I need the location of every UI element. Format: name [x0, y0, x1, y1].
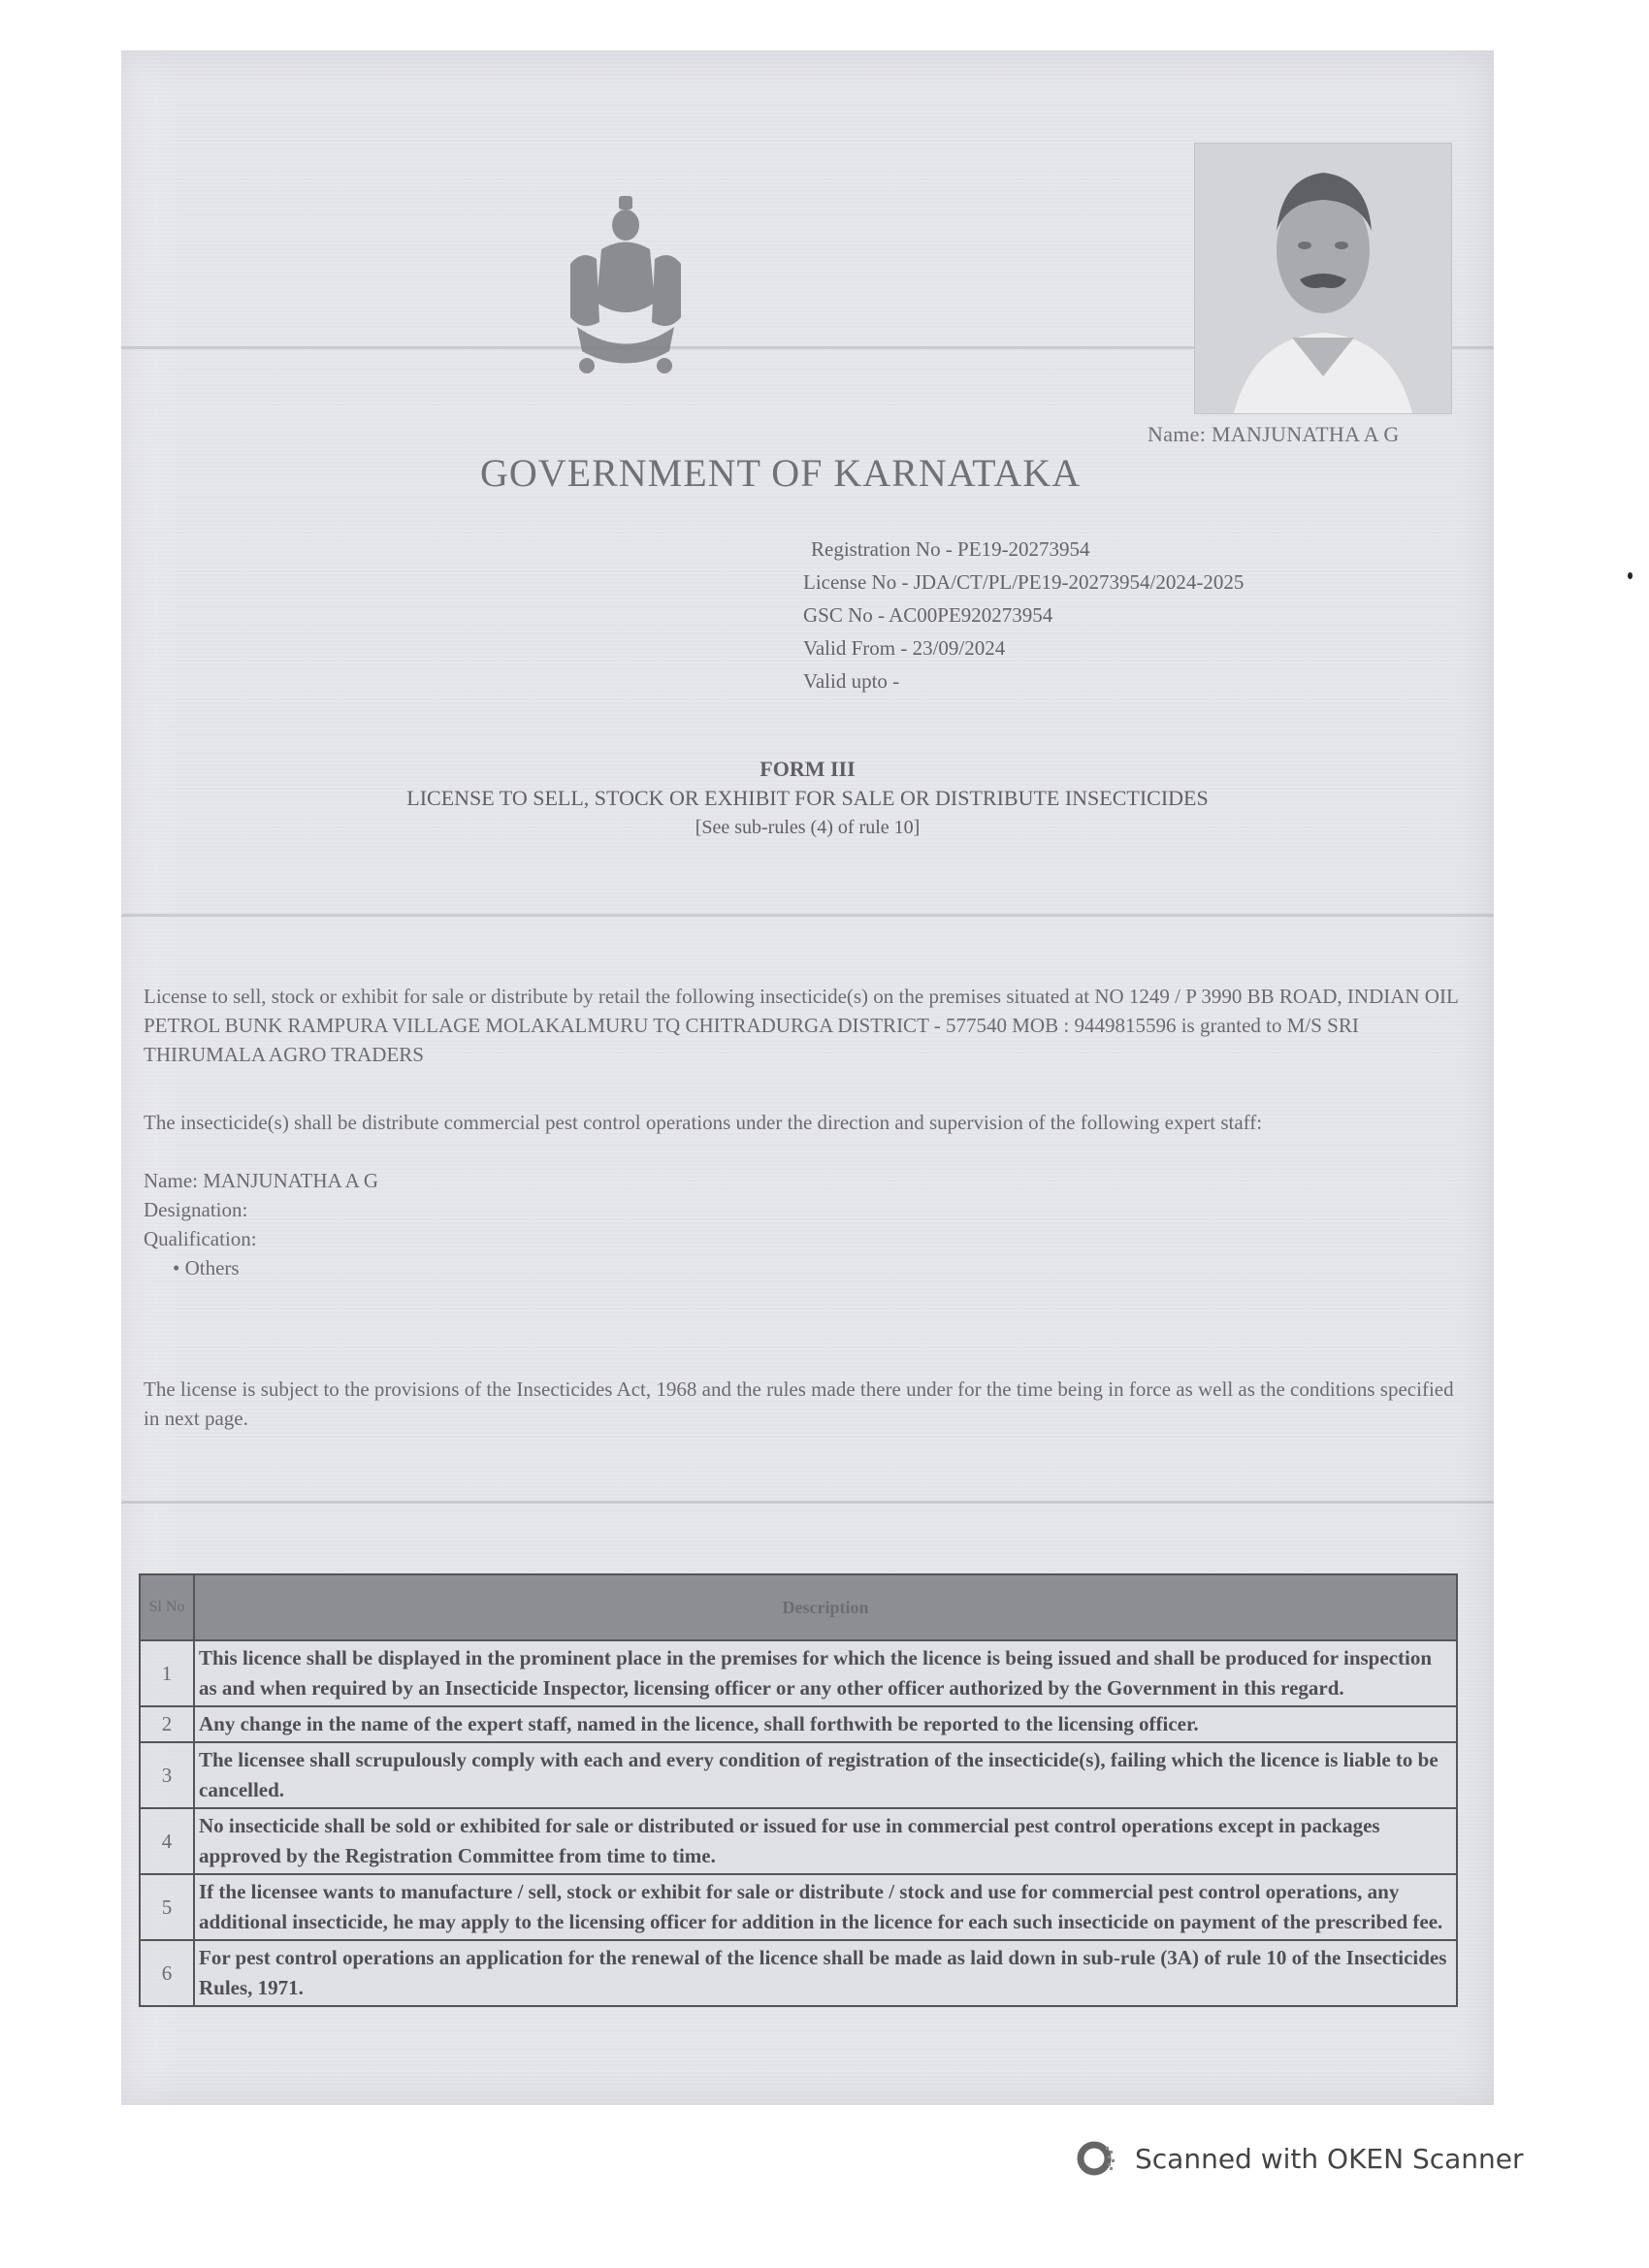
staff-designation: Designation: [144, 1198, 248, 1221]
table-row [140, 1706, 1457, 1742]
expert-staff-details [144, 1166, 378, 1282]
qualification-item-text: Others [184, 1256, 240, 1280]
row-number: 4 [140, 1808, 194, 1874]
row-description: This licence shall be displayed in the prominent place in the premises for which the licence is being issued and shall be produced for inspection as and when required by an Insecticide Inspector, licensing officer or any other officer authorized by the Government in this regard. [194, 1640, 1457, 1706]
supervision-paragraph: The insecticide(s) shall be distribute commercial pest control operations under the direction and supervision of the following expert staff: [144, 1111, 1263, 1134]
scanner-watermark [1077, 2139, 1524, 2178]
row-number: 5 [140, 1874, 194, 1940]
bullet-icon: • [173, 1256, 185, 1280]
fold-line [121, 914, 1494, 917]
form-subtitle: [See sub-rules (4) of rule 10] [695, 817, 921, 838]
photo-caption-name: Name: MANJUNATHA A G [1148, 422, 1400, 446]
scan-speck [1628, 572, 1633, 579]
registration-number: Registration No - PE19-20273954 [811, 537, 1090, 561]
watermark-text: Scanned with OKEN Scanner [1135, 2142, 1524, 2175]
premises-paragraph: License to sell, stock or exhibit for sale or distribute by retail the following insecticide(s) on the premises situated at NO 1249 / P 3990 BB ROAD, INDIAN OIL PETROL BUNK RAMPURA VILLAGE MOLAKALMURU TQ CHITRADURGA DISTRICT - 577540 MOB : 9449815596 is granted to M/S SRI THIRUMALA AGRO TRADERS [144, 985, 1459, 1066]
row-description: The licensee shall scrupulously comply with each and every condition of registration of the insecticide(s), failing which the licence is liable to be cancelled. [194, 1742, 1457, 1808]
fold-line [121, 1501, 1494, 1504]
gsc-number: GSC No - AC00PE920273954 [803, 603, 1053, 627]
government-title: GOVERNMENT OF KARNATAKA [480, 451, 1082, 495]
staff-qualification: Qualification: [144, 1227, 257, 1250]
state-emblem-icon [563, 196, 689, 380]
table-row [140, 1808, 1457, 1874]
row-number: 2 [140, 1706, 194, 1742]
form-title: LICENSE TO SELL, STOCK OR EXHIBIT FOR SALE OR DISTRIBUTE INSECTICIDES [406, 786, 1209, 810]
row-number: 6 [140, 1940, 194, 2006]
table-row [140, 1742, 1457, 1808]
row-number: 1 [140, 1640, 194, 1706]
oken-scanner-logo-icon [1077, 2139, 1116, 2178]
row-description: For pest control operations an application for the renewal of the licence shall be made as laid down in sub-rule (3A) of rule 10 of the Insecticides Rules, 1971. [194, 1940, 1457, 2006]
conditions-table [139, 1573, 1458, 2007]
valid-from: Valid From - 23/09/2024 [803, 636, 1006, 660]
table-header-row [140, 1574, 1457, 1640]
registration-details [803, 533, 1244, 697]
qualification-item [144, 1253, 378, 1282]
form-number: FORM III [760, 757, 856, 781]
column-header-description: Description [194, 1574, 1457, 1640]
column-header-sl-no: Sl No [140, 1574, 194, 1640]
licensee-photo [1194, 143, 1452, 414]
table-row [140, 1940, 1457, 2006]
table-row [140, 1874, 1457, 1940]
row-description: If the licensee wants to manufacture / sell, stock or exhibit for sale or distribute / stock and use for commercial pest control operations, any additional insecticide, he may apply to the licensing officer for addition in the licence for each such insecticide on payment of the prescribed fee. [194, 1874, 1457, 1940]
valid-upto: Valid upto - [803, 669, 900, 693]
staff-name: Name: MANJUNATHA A G [144, 1169, 379, 1192]
subject-paragraph: The license is subject to the provisions of the Insecticides Act, 1968 and the rules made there under for the time being in force as well as the conditions specified in next page. [144, 1377, 1454, 1430]
scanned-document-page [121, 50, 1494, 2105]
row-description: Any change in the name of the expert staff, named in the licence, shall forthwith be reported to the licensing officer. [194, 1706, 1457, 1742]
license-number: License No - JDA/CT/PL/PE19-20273954/2024-2025 [803, 570, 1245, 594]
table-row [140, 1640, 1457, 1706]
row-description: No insecticide shall be sold or exhibited for sale or distributed or issued for use in commercial pest control operations except in packages approved by the Registration Committee from time to time. [194, 1808, 1457, 1874]
row-number: 3 [140, 1742, 194, 1808]
